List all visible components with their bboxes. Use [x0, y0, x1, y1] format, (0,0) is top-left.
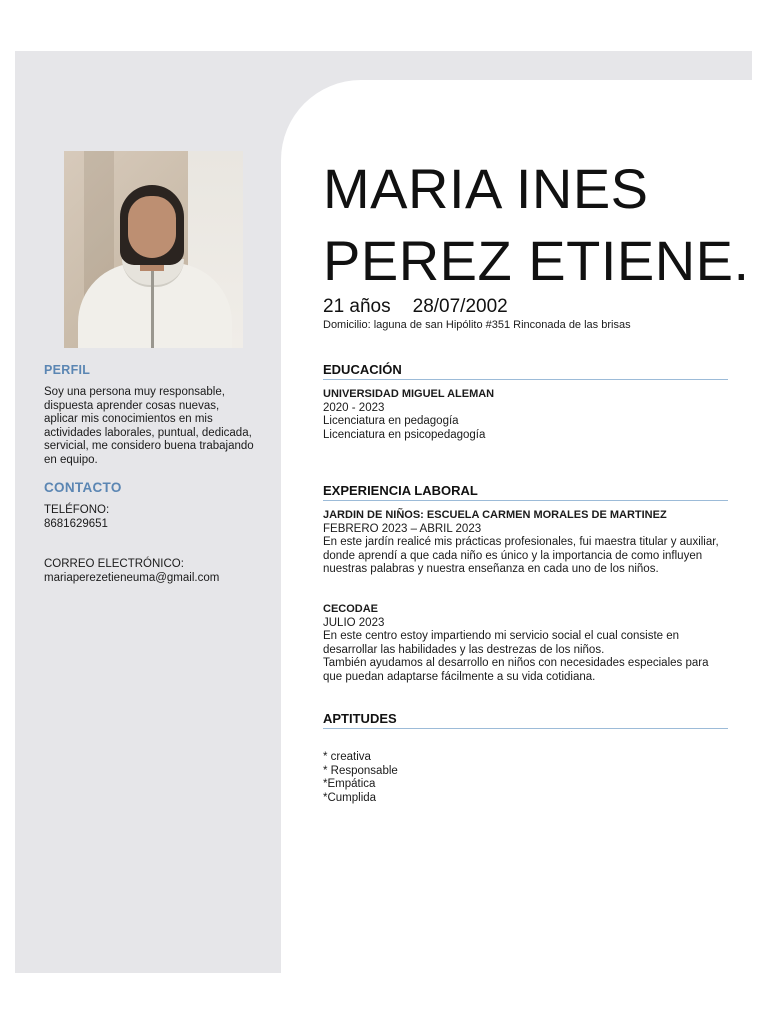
- experience-heading: EXPERIENCIA LABORAL: [323, 483, 728, 501]
- age: 21 años: [323, 296, 391, 317]
- skill-item: *Cumplida: [323, 791, 377, 804]
- skills-heading: APTITUDES: [323, 711, 728, 729]
- education-entry: [323, 388, 728, 442]
- education-degree: Licenciatura en pedagogía: [323, 415, 459, 428]
- job-description: También ayudamos al desarrollo en niños con necesidades especiales para que puedan adaptarse fácilmente a su vida cotidiana.: [323, 657, 709, 683]
- email-label: CORREO ELECTRÓNICO:: [44, 558, 184, 570]
- job-title: JARDIN DE NIÑOS: ESCUELA CARMEN MORALES DE MARTINEZ: [323, 509, 667, 521]
- address: Domicilio: laguna de san Hipólito #351 Rinconada de las brisas: [323, 319, 631, 331]
- birthdate: 28/07/2002: [412, 296, 508, 317]
- education-degree: Licenciatura en psicopedagogía: [323, 428, 486, 441]
- phone-value: 8681629651: [44, 518, 108, 530]
- job-title: CECODAE: [323, 603, 379, 615]
- contact-heading: CONTACTO: [44, 480, 122, 495]
- job-description: En este centro estoy impartiendo mi servicio social el cual consiste en desarrollar las habilidades y las destrezas de los niños.: [323, 630, 680, 656]
- skill-item: *Empática: [323, 778, 376, 791]
- skill-item: * creativa: [323, 751, 371, 763]
- name-line-1: MARIA INES: [323, 157, 649, 220]
- experience-entry: [323, 509, 728, 577]
- experience-entry: [323, 603, 728, 685]
- job-dates: JULIO 2023: [323, 616, 385, 629]
- education-institution: UNIVERSIDAD MIGUEL ALEMAN: [323, 388, 495, 400]
- profile-photo: [64, 151, 243, 348]
- sidebar-bottom-curve: [15, 860, 281, 973]
- email-value: mariaperezetieneuma@gmail.com: [44, 572, 220, 584]
- profile-text: Soy una persona muy responsable, dispuesta aprender cosas nuevas, aplicar mis conocimientos en mis actividades laborales, puntual, dedicada, servicial, me considero buena trabajando en equipo.: [44, 386, 254, 466]
- name-line-2: PEREZ ETIENE.: [323, 229, 750, 292]
- skills-list: [323, 751, 728, 805]
- age-birthdate-row: [323, 296, 508, 318]
- job-description: En este jardín realicé mis prácticas profesionales, fui maestra titular y auxiliar, donde aprendí a que cada niño es único y la importancia de como influyen nuestras palabras y nuestra enseñanza en cada uno de los niños.: [323, 536, 719, 576]
- education-heading: EDUCACIÓN: [323, 362, 728, 380]
- job-dates: FEBRERO 2023 – ABRIL 2023: [323, 522, 482, 535]
- profile-heading: PERFIL: [44, 363, 91, 377]
- skill-item: * Responsable: [323, 764, 398, 777]
- phone-label: TELÉFONO:: [44, 504, 110, 516]
- education-years: 2020 - 2023: [323, 401, 385, 414]
